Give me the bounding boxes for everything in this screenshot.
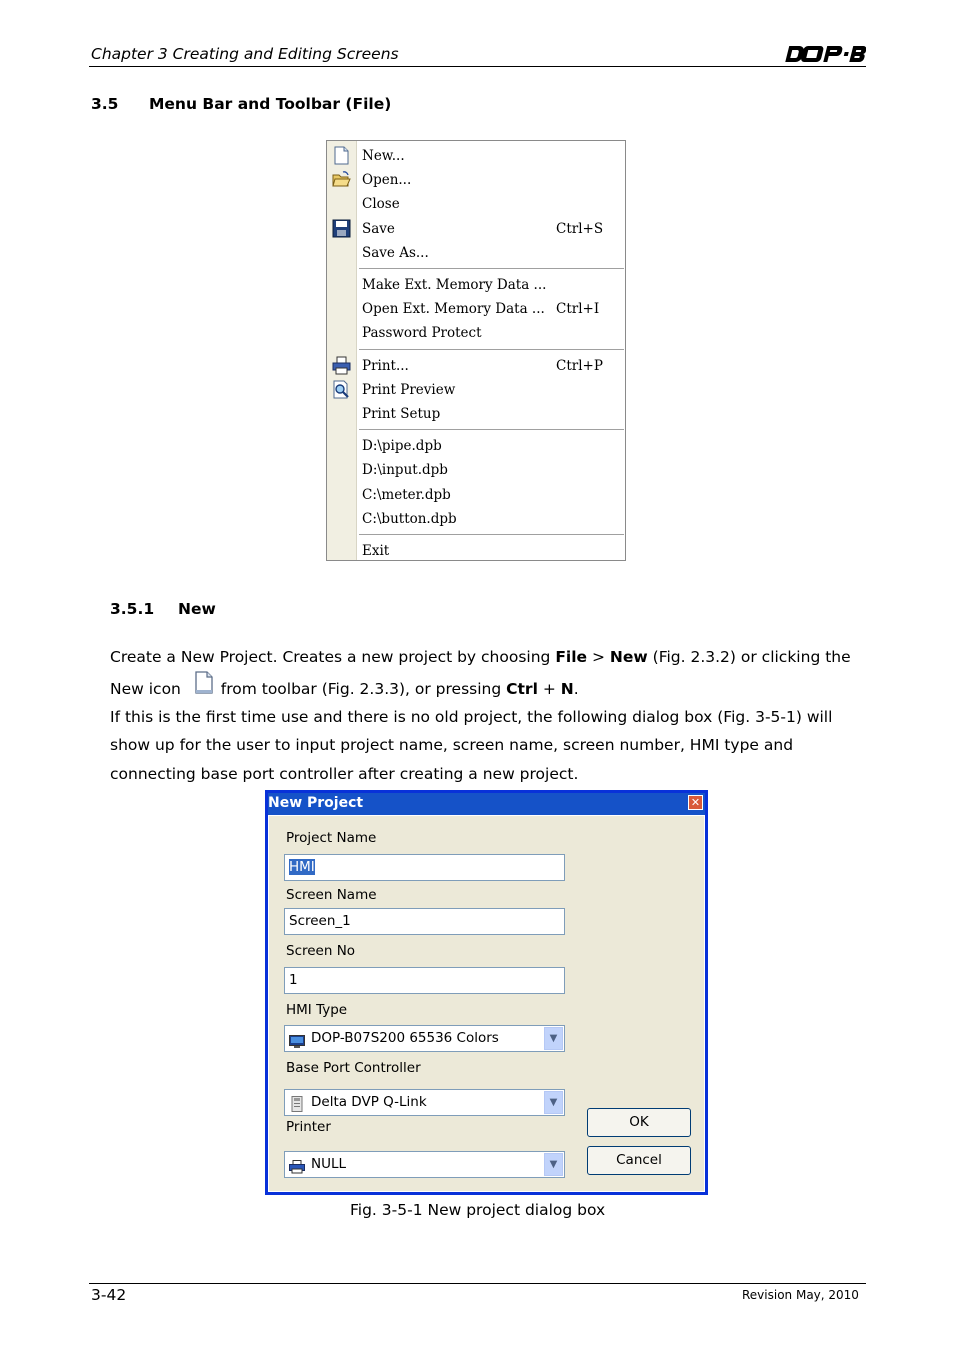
- print-preview-icon: [332, 380, 351, 399]
- paragraph-line-1: Create a New Project. Creates a new project by choosing File > New (Fig. 2.3.2) or clicking the: [110, 648, 851, 666]
- new-document-icon: [332, 146, 351, 165]
- file-menu: [326, 140, 626, 561]
- screen-no-input[interactable]: 1: [284, 967, 565, 994]
- menu-item-open-ext-memory-data[interactable]: Open Ext. Memory Data ...: [362, 301, 545, 318]
- hmi-type-label: HMI Type: [286, 1002, 348, 1018]
- monitor-icon: [289, 1032, 305, 1046]
- menu-separator: [359, 349, 624, 351]
- screen-name-input[interactable]: Screen_1: [284, 908, 565, 935]
- open-folder-icon: [332, 170, 351, 189]
- menu-shortcut: Ctrl+I: [556, 301, 600, 318]
- footer-rule: [89, 1283, 866, 1284]
- printer-value: NULL: [311, 1156, 347, 1172]
- menu-item-save[interactable]: Save: [362, 220, 395, 237]
- plc-controller-icon: [289, 1096, 305, 1110]
- paragraph-line-3: If this is the first time use and there is no old project, the following dialog box (Fig. 3-5-1) will: [110, 708, 833, 726]
- menu-item-close[interactable]: Close: [362, 196, 400, 213]
- menu-separator: [359, 429, 624, 431]
- base-port-label: Base Port Controller: [286, 1060, 421, 1076]
- section-number: 3.5: [91, 95, 119, 113]
- close-button[interactable]: ✕: [688, 795, 703, 810]
- paragraph-line-2: New icon from toolbar (Fig. 2.3.3), or pressing Ctrl + N.: [110, 680, 579, 698]
- new-term: New: [609, 648, 648, 666]
- menu-icon-gutter: [327, 141, 357, 560]
- ok-button[interactable]: OK: [587, 1108, 691, 1137]
- hmi-type-value: DOP-B07S200 65536 Colors: [311, 1030, 499, 1046]
- printer-icon: [289, 1158, 305, 1172]
- dialog-body: [268, 815, 705, 1192]
- menu-separator: [359, 534, 624, 536]
- dialog-titlebar: [268, 793, 705, 815]
- new-project-dialog: [265, 790, 708, 1195]
- printer-select[interactable]: [284, 1151, 565, 1178]
- header-rule: [89, 66, 866, 67]
- menu-item-make-ext-memory-data[interactable]: Make Ext. Memory Data ...: [362, 277, 547, 293]
- menu-item-open[interactable]: Open...: [362, 172, 412, 189]
- page-number: 3-42: [91, 1286, 127, 1304]
- menu-item-print[interactable]: Print...: [362, 357, 409, 374]
- project-name-value: HMI: [289, 859, 315, 875]
- ctrl-key: Ctrl: [506, 680, 538, 698]
- chevron-down-icon[interactable]: ▼: [544, 1091, 563, 1114]
- printer-label: Printer: [286, 1119, 331, 1135]
- menu-item-exit[interactable]: Exit: [362, 543, 390, 559]
- section-title: Menu Bar and Toolbar (File): [149, 95, 392, 113]
- project-name-label: Project Name: [286, 830, 377, 846]
- base-port-value: Delta DVP Q-Link: [311, 1094, 427, 1110]
- menu-shortcut: Ctrl+P: [556, 357, 603, 374]
- subsection-title: New: [178, 600, 216, 618]
- screen-no-label: Screen No: [286, 943, 356, 959]
- menu-item-print-preview[interactable]: Print Preview: [362, 381, 456, 398]
- menu-item-c-button-dpb[interactable]: C:\button.dpb: [362, 510, 457, 527]
- menu-shortcut: Ctrl+S: [556, 220, 604, 237]
- dialog-title: New Project: [268, 795, 364, 811]
- menu-separator: [359, 268, 624, 270]
- menu-item-c-meter-dpb[interactable]: C:\meter.dpb: [362, 486, 451, 503]
- revision-note: Revision May, 2010: [742, 1288, 859, 1302]
- n-key: N: [560, 680, 574, 698]
- file-term: File: [555, 648, 588, 666]
- paragraph-line-5: connecting base port controller after creating a new project.: [110, 765, 579, 783]
- menu-item-d-input-dpb[interactable]: D:\input.dpb: [362, 462, 448, 479]
- subsection-number: 3.5.1: [110, 600, 155, 618]
- menu-item-print-setup[interactable]: Print Setup: [362, 406, 441, 422]
- project-name-input[interactable]: [284, 854, 565, 881]
- hmi-type-select[interactable]: [284, 1025, 565, 1052]
- screen-name-label: Screen Name: [286, 887, 377, 903]
- menu-item-d-pipe-dpb[interactable]: D:\pipe.dpb: [362, 438, 442, 455]
- cancel-button[interactable]: Cancel: [587, 1146, 691, 1175]
- menu-item-password-protect[interactable]: Password Protect: [362, 325, 482, 342]
- printer-icon: [332, 356, 351, 375]
- chevron-down-icon[interactable]: ▼: [544, 1027, 563, 1050]
- menu-item-save-as[interactable]: Save As...: [362, 244, 429, 261]
- chapter-header: Chapter 3 Creating and Editing Screens: [91, 45, 399, 63]
- paragraph-line-4: show up for the user to input project name, screen name, screen number, HMI type and: [110, 736, 794, 754]
- save-disk-icon: [332, 219, 351, 238]
- menu-item-new[interactable]: New...: [362, 148, 405, 164]
- new-document-icon: [193, 671, 215, 699]
- chevron-down-icon[interactable]: ▼: [544, 1153, 563, 1176]
- figure-caption: Fig. 3-5-1 New project dialog box: [350, 1201, 606, 1219]
- base-port-select[interactable]: [284, 1089, 565, 1116]
